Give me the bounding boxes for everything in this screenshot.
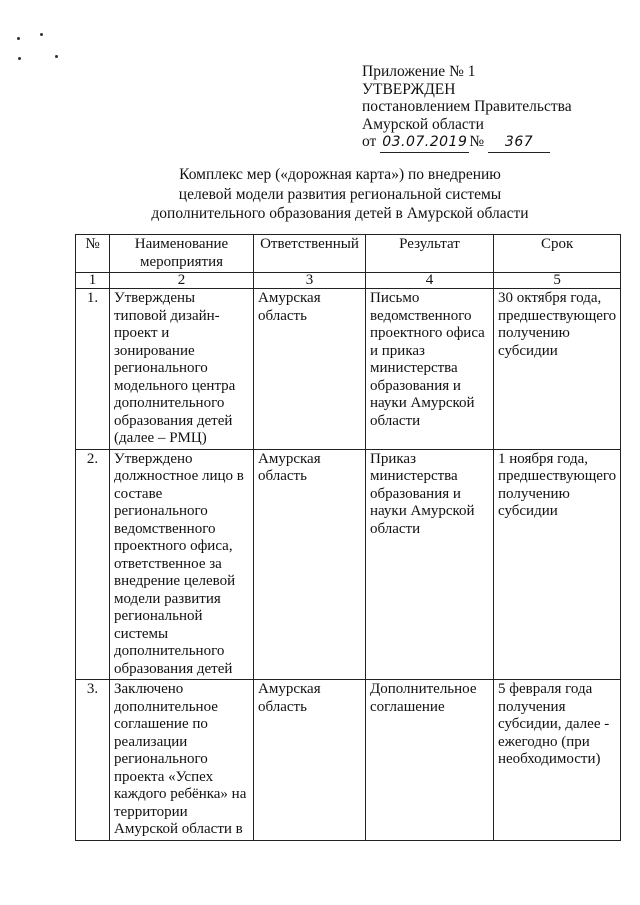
table-row bbox=[76, 289, 621, 450]
scan-speck bbox=[18, 57, 21, 60]
measure-name: Утверждено должностное лицо в составе регионального ведомственного проектного офиса, ответственное за внедрение целевой модели развития региональной системы дополнительного образования детей bbox=[110, 449, 254, 680]
header-cell: Срок bbox=[494, 235, 621, 273]
title-line: целевой модели развития региональной системы bbox=[178, 185, 502, 203]
measure-name: Заключено дополнительное соглашение по реализации регионального проекта «Успех каждого ребёнка» на территории Амурской области в bbox=[110, 680, 254, 841]
header-cell: Результат bbox=[366, 235, 494, 273]
table-row bbox=[76, 449, 621, 680]
table-row bbox=[76, 680, 621, 841]
handwritten-date: 03.07.2019 bbox=[380, 134, 469, 153]
roadmap-table bbox=[75, 234, 621, 841]
handwritten-number: 367 bbox=[504, 134, 534, 150]
approved-label: УТВЕРЖДЕН bbox=[362, 80, 456, 98]
column-number-row bbox=[76, 273, 621, 289]
approval-block bbox=[362, 63, 572, 153]
column-number-cell: 3 bbox=[254, 273, 366, 289]
deadline: 1 ноября года, предшествующего получению субсидии bbox=[494, 449, 621, 680]
column-number-cell: 5 bbox=[494, 273, 621, 289]
number-prefix: № bbox=[469, 133, 485, 150]
scan-speck bbox=[40, 33, 43, 36]
title-line: Комплекс мер («дорожная карта») по внедрению bbox=[179, 166, 501, 183]
row-number: 1. bbox=[76, 289, 110, 450]
deadline: 30 октября года, предшествующего получению субсидии bbox=[494, 289, 621, 450]
row-number: 2. bbox=[76, 449, 110, 680]
title-line: дополнительного образования детей в Амурской области bbox=[151, 205, 529, 222]
scan-speck bbox=[17, 37, 20, 40]
responsible: Амурская область bbox=[254, 680, 366, 841]
table-header-row bbox=[76, 235, 621, 273]
result: Дополнительное соглашение bbox=[366, 680, 494, 841]
result: Приказ министерства образования и науки Амурской области bbox=[366, 449, 494, 680]
date-number-line bbox=[362, 133, 572, 153]
row-number: 3. bbox=[76, 680, 110, 841]
result: Письмо ведомственного проектного офиса и приказ министерства образования и науки Амурской области bbox=[366, 289, 494, 450]
responsible: Амурская область bbox=[254, 449, 366, 680]
header-cell: Ответственный bbox=[254, 235, 366, 273]
header-cell: № bbox=[76, 235, 110, 273]
region-name: Амурской области bbox=[362, 115, 484, 133]
column-number-cell: 1 bbox=[76, 273, 110, 289]
document-title bbox=[140, 165, 540, 224]
column-number-cell: 4 bbox=[366, 273, 494, 289]
deadline: 5 февраля года получения субсидии, далее - ежегодно (при необходимости) bbox=[494, 680, 621, 841]
header-cell: Наименование мероприятия bbox=[110, 235, 254, 273]
responsible: Амурская область bbox=[254, 289, 366, 450]
approved-by: постановлением Правительства bbox=[362, 98, 572, 115]
scan-speck bbox=[55, 55, 58, 58]
column-number-cell: 2 bbox=[110, 273, 254, 289]
date-prefix: от bbox=[362, 133, 377, 150]
measure-name: Утверждены типовой дизайн-проект и зонирование регионального модельного центра дополнительного образования детей (далее – РМЦ) bbox=[110, 289, 254, 450]
appendix-number: Приложение № 1 bbox=[362, 63, 476, 80]
